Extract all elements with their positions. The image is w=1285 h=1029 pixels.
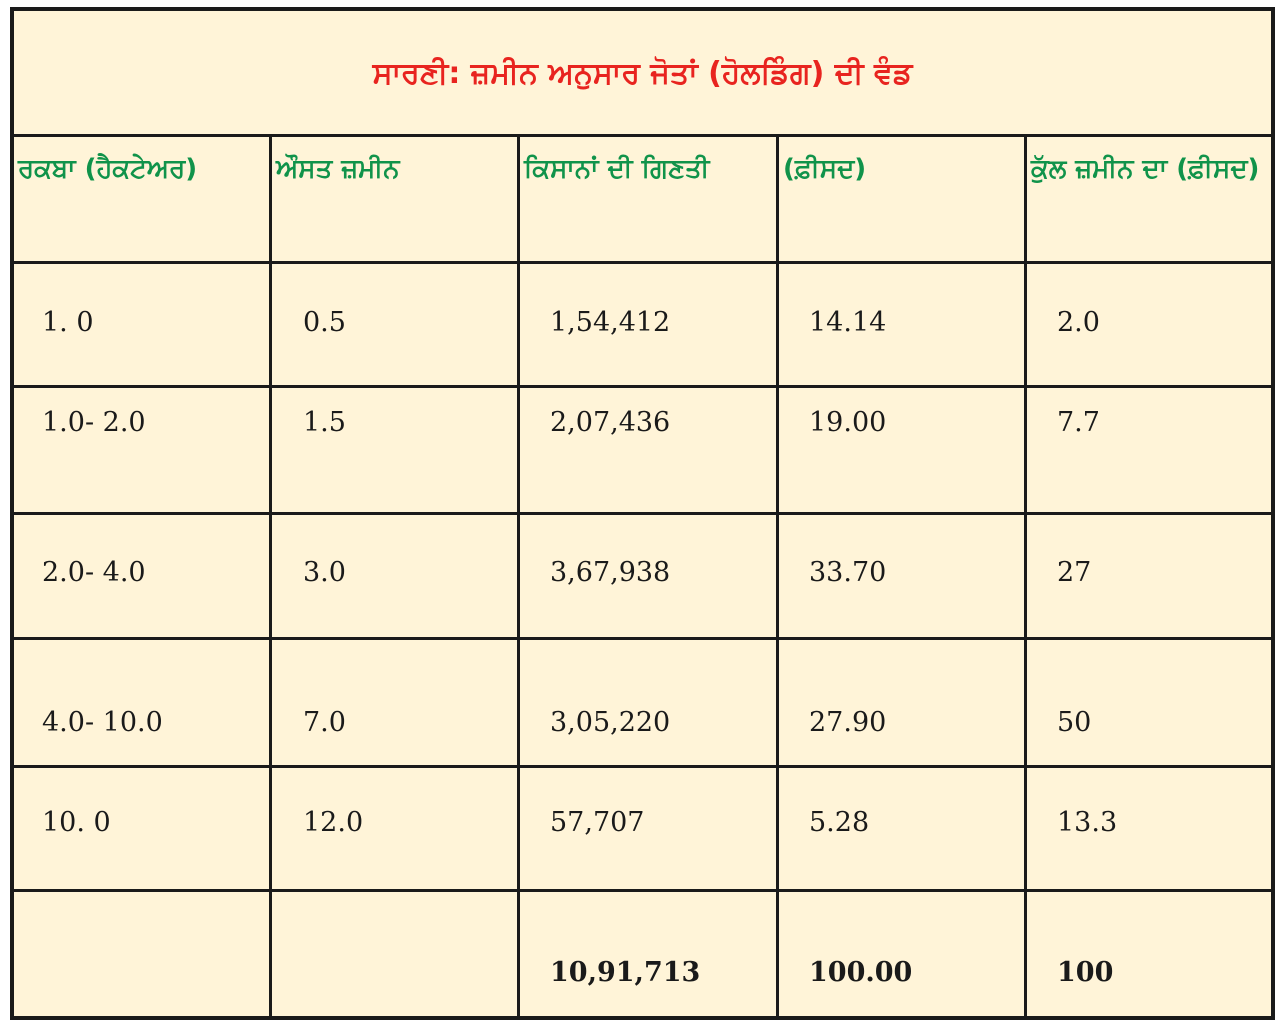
divider — [14, 261, 1271, 264]
cell-total-land-percent: 2.0 — [1057, 307, 1100, 338]
cell-total-land-percent: 27 — [1057, 557, 1092, 588]
cell-farmer-count: 3,67,938 — [550, 557, 671, 588]
cell-total-land-percent: 7.7 — [1057, 407, 1100, 438]
cell-percent: 5.28 — [809, 807, 870, 838]
cell-average-land: 3.0 — [303, 557, 346, 588]
total-farmer-count: 10,91,713 — [550, 957, 701, 988]
cell-area: 1. 0 — [42, 307, 94, 338]
cell-average-land: 1.5 — [303, 407, 346, 438]
header-farmer-count: ਕਿਸਾਨਾਂ ਦੀ ਗਿਣਤੀ — [524, 154, 710, 184]
divider — [269, 136, 272, 1016]
header-area: ਰਕਬਾ (ਹੈਕਟੇਅਰ) — [18, 154, 198, 184]
divider — [1024, 136, 1027, 1016]
cell-area: 10. 0 — [42, 807, 111, 838]
cell-total-land-percent: 50 — [1057, 707, 1092, 738]
divider — [14, 637, 1271, 640]
total-percent: 100.00 — [809, 957, 913, 988]
cell-percent: 19.00 — [809, 407, 887, 438]
divider — [517, 136, 520, 1016]
cell-farmer-count: 2,07,436 — [550, 407, 671, 438]
cell-percent: 33.70 — [809, 557, 887, 588]
header-total-land-percent: ਕੁੱਲ ਜ਼ਮੀਨ ਦਾ (ਫ਼ੀਸਦ) — [1031, 154, 1260, 184]
cell-area: 1.0- 2.0 — [42, 407, 146, 438]
cell-average-land: 0.5 — [303, 307, 346, 338]
divider — [14, 385, 1271, 388]
cell-area: 2.0- 4.0 — [42, 557, 146, 588]
table-title: ਸਾਰਣੀ: ਜ਼ਮੀਨ ਅਨੁਸਾਰ ਜੋਤਾਂ (ਹੋਲਡਿੰਗ) ਦੀ ਵੰਡ — [372, 56, 913, 91]
divider — [14, 512, 1271, 515]
cell-area: 4.0- 10.0 — [42, 707, 163, 738]
table-frame — [10, 7, 1275, 1020]
cell-farmer-count: 57,707 — [550, 807, 645, 838]
header-average-land: ਔਸਤ ਜ਼ਮੀਨ — [276, 154, 400, 184]
header-percent: (ਫ਼ੀਸਦ) — [783, 154, 867, 184]
cell-farmer-count: 3,05,220 — [550, 707, 671, 738]
cell-total-land-percent: 13.3 — [1057, 807, 1118, 838]
divider — [776, 136, 779, 1016]
divider — [14, 765, 1271, 768]
divider — [14, 889, 1271, 892]
cell-farmer-count: 1,54,412 — [550, 307, 671, 338]
cell-percent: 14.14 — [809, 307, 887, 338]
cell-percent: 27.90 — [809, 707, 887, 738]
cell-average-land: 7.0 — [303, 707, 346, 738]
cell-average-land: 12.0 — [303, 807, 364, 838]
total-land-percent: 100 — [1057, 957, 1114, 988]
